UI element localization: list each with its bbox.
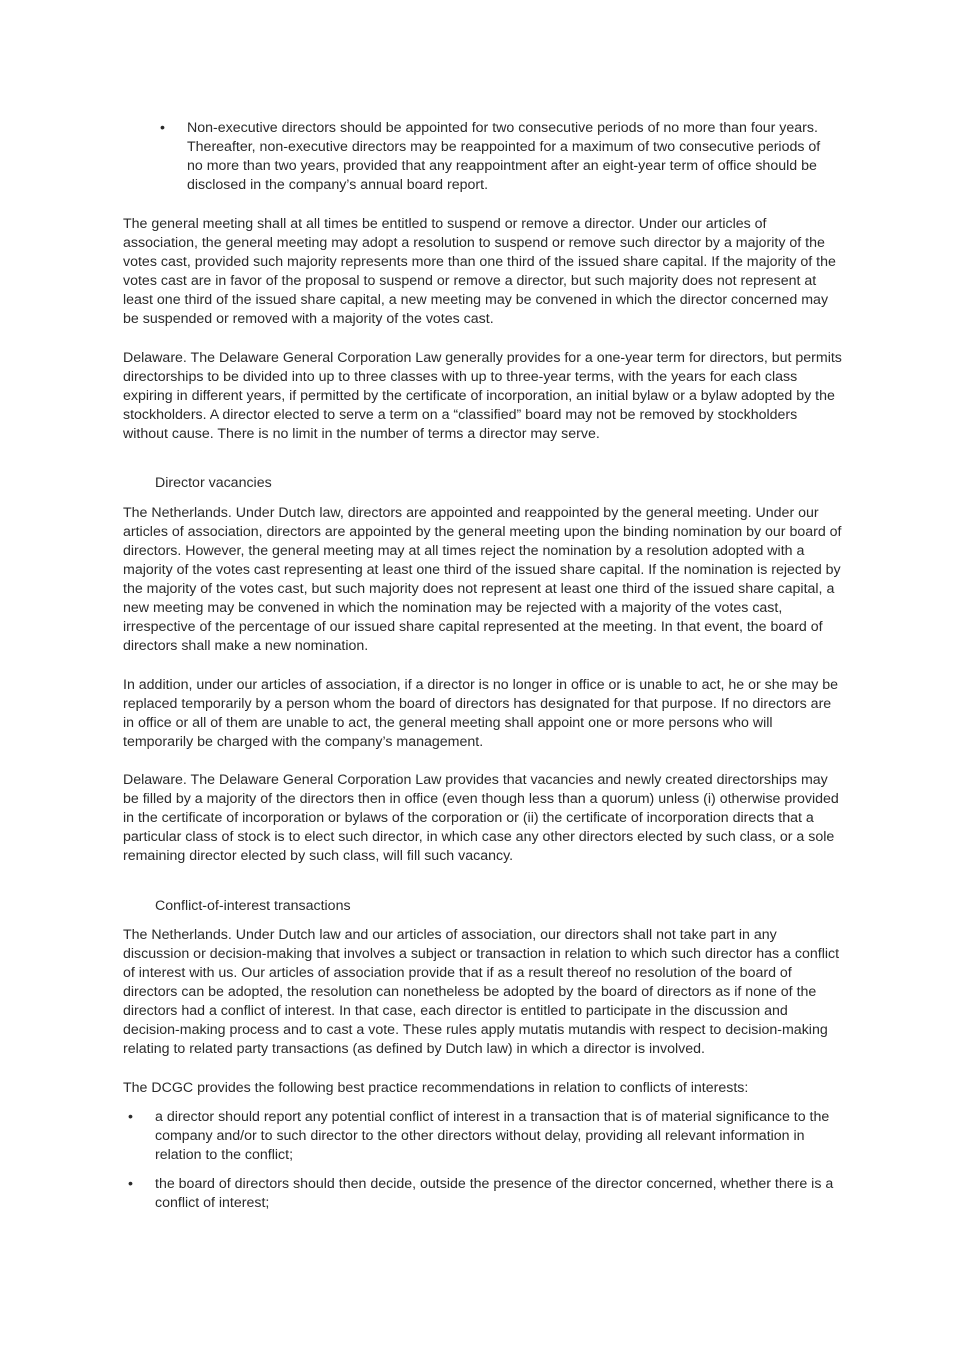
list-item-board-decides [128,1175,848,1215]
paragraph-netherlands-conflict: The Netherlands. Under Dutch law and our articles of association, our directors shall not take part in any discussion or decision-making that involves a subject or transaction in relation to which such director has a conflict of interest with us. Our articles of association provide that if as a result thereof no resolution of the board of directors can be adopted, the resolution can nonetheless be adopted by the board of directors as if none of the directors had a conflict of interest. In that case, each director is entitled to participate in the discussion and decision-making process and to cast a vote. These rules apply mutatis mutandis with respect to decision-making relating to related party transactions (as defined by Dutch law) in which a director is involved. [123,927,840,1057]
list-item-nonexecutive-terms [160,119,850,199]
paragraph-delaware-terms: Delaware. The Delaware General Corporation Law generally provides for a one-year term for directors, but permits directorships to be divided into up to three classes with up to three-year terms, with the years for each class expiring in different years, if permitted by the certificate of incorporation, an initial bylaw or a bylaw adopted by the stockholders. A director elected to serve a term on a “classified” board may not be removed by stockholders without cause. There is no limit in the number of terms a director may serve. [123,350,842,442]
paragraph-dcgc-recommendations: The DCGC provides the following best practice recommendations in relation to conflicts of interests: [123,1080,749,1096]
paragraph-suspension-removal: The general meeting shall at all times be entitled to suspend or remove a director. Under our articles of association, the general meeting may adopt a resolution to suspend or remove such director by a majority of the votes cast, provided such majority represents more than one third of the issued share capital. If the majority of the votes cast are in favor of the proposal to suspend or remove a director, but such majority does not represent at least one third of the issued share capital, a new meeting may be convened in which the director concerned may be suspended or removed with a majority of the votes cast. [123,216,836,327]
list-item-text: a director should report any potential conflict of interest in a transaction that is of material significance to the company and/or to such director to the other directors without delay, providing all relevant information in relation to the conflict; [155,1109,830,1163]
section-heading-director-vacancies: Director vacancies [155,475,272,491]
list-item-report-conflict [128,1108,848,1168]
section-heading-conflict-of-interest: Conflict-of-interest transactions [155,898,351,914]
list-item-text: the board of directors should then decide, outside the presence of the director concerned, whether there is a conflict of interest; [155,1176,834,1211]
paragraph-delaware-vacancies: Delaware. The Delaware General Corporation Law provides that vacancies and newly created directorships may be filled by a majority of the directors then in office (even though less than a quorum) unless (i) otherwise provided in the certificate of incorporation or bylaws of the corporation or (ii) the certificate of incorporation directs that a particular class of stock is to elect such director, in which case any other directors elected by such class, or a sole remaining director elected by such class, will fill such vacancy. [123,772,839,864]
bullet-icon: • [160,120,165,136]
bullet-icon: • [128,1176,133,1192]
bullet-icon: • [128,1109,133,1125]
paragraph-netherlands-appointment: The Netherlands. Under Dutch law, directors are appointed and reappointed by the general meeting. Under our articles of association, directors are appointed by the general meeting upon the binding nomination by our board of directors. However, the general meeting may at all times reject the nomination by a resolution adopted with a majority of the votes cast representing at least one third of the issued share capital. If the nomination is rejected by the majority of the votes cast, but such majority does not represent at least one third of the issued share capital, a new meeting may be convened in which the nomination may be rejected with a majority of the votes cast, irrespective of the percentage of our issued share capital represented at the meeting. In that event, the board of directors shall make a new nomination. [123,505,842,654]
paragraph-temporary-replacement: In addition, under our articles of association, if a director is no longer in office or is unable to act, he or she may be replaced temporarily by a person whom the board of directors has designated for that purpose. If no directors are in office or all of them are unable to act, the general meeting shall appoint one or more persons who will temporarily be charged with the company’s management. [123,677,839,750]
list-item-text: Non-executive directors should be appointed for two consecutive periods of no more than four years. Thereafter, non-executive directors may be reappointed for a maximum of two consecutive periods of no more than two years, provided that any reappointment after an eight-year term of office should be disclosed in the company’s annual board report. [187,120,821,193]
